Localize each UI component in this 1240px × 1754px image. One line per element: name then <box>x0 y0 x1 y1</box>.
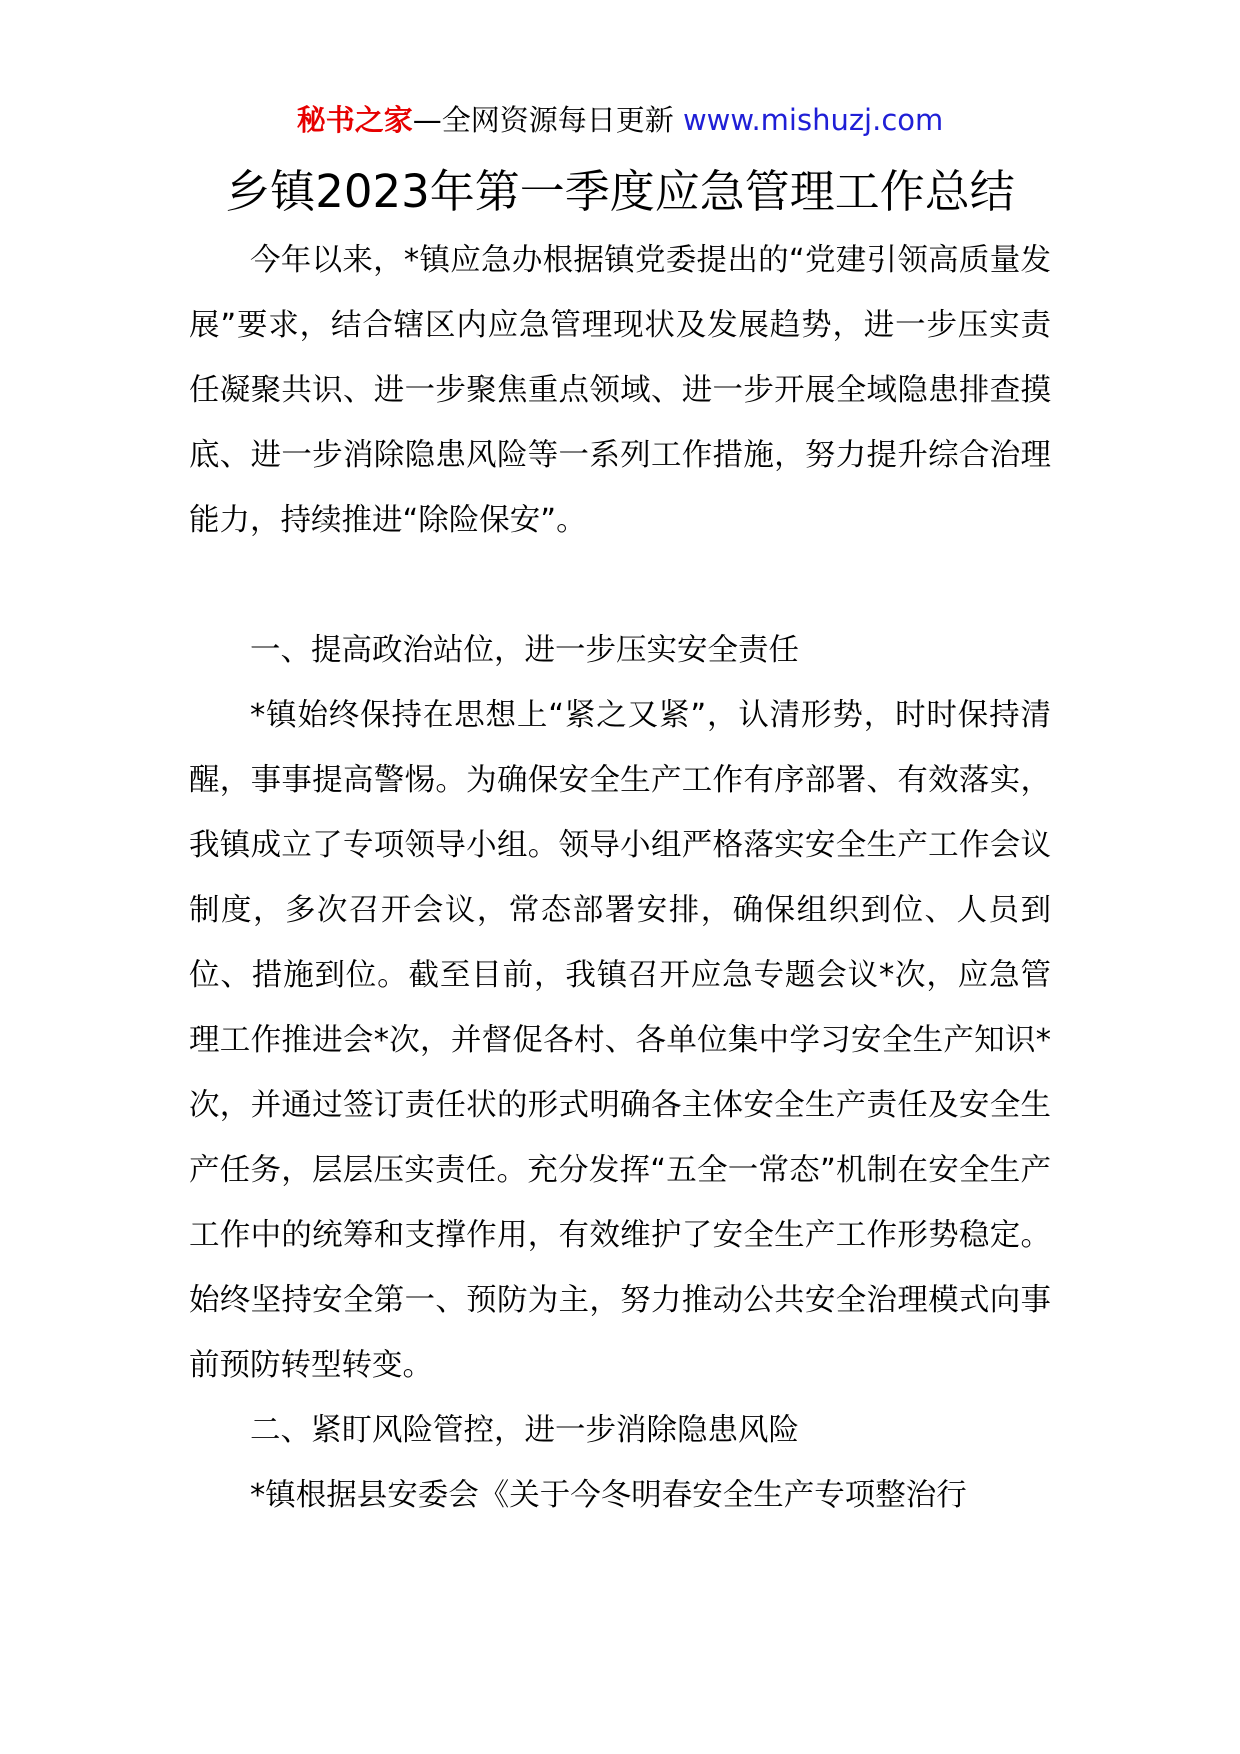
header-tagline: —全网资源每日更新 <box>412 103 674 137</box>
brand-name: 秘书之家 <box>296 103 413 137</box>
document-title: 乡镇2023年第一季度应急管理工作总结 <box>225 165 1015 218</box>
section-heading-1: 一、提高政治站位，进一步压实安全责任 <box>250 633 799 668</box>
document-body <box>189 228 1051 1528</box>
site-header <box>0 100 1240 140</box>
section-body-1: *镇始终保持在思想上“紧之又紧”，认清形势，时时保持清醒，事事提高警惕。为确保安全生产工作有序部署、有效落实，我镇成立了专项领导小组。领导小组严格落实安全生产工作会议制度，多次召开会议，常态部署安排，确保组织到位、人员到位、措施到位。截至目前，我镇召开应急专题会议*次，应急管理工作推进会*次，并督促各村、各单位集中学习安全生产知识*次，并通过签订责任状的形式明确各主体安全生产责任及安全生产任务，层层压实责任。充分发挥“五全一常态”机制在安全生产工作中的统筹和支撑作用，有效维护了安全生产工作形势稳定。始终坚持安全第一、预防为主，努力推动公共安全治理模式向事前预防转型转变。 <box>189 698 1051 1383</box>
section-heading-2: 二、紧盯风险管控，进一步消除隐患风险 <box>250 1413 799 1448</box>
intro-paragraph: 今年以来，*镇应急办根据镇党委提出的“党建引领高质量发展”要求，结合辖区内应急管理现状及发展趋势，进一步压实责任凝聚共识、进一步聚焦重点领域、进一步开展全域隐患排查摸底、进一步消除隐患风险等一系列工作措施，努力提升综合治理能力，持续推进“除险保安”。 <box>189 243 1051 538</box>
paragraph-spacer <box>189 553 1051 618</box>
site-url-link[interactable]: www.mishuzj.com <box>682 103 944 137</box>
section-body-2: *镇根据县安委会《关于今冬明春安全生产专项整治行 <box>250 1478 967 1513</box>
